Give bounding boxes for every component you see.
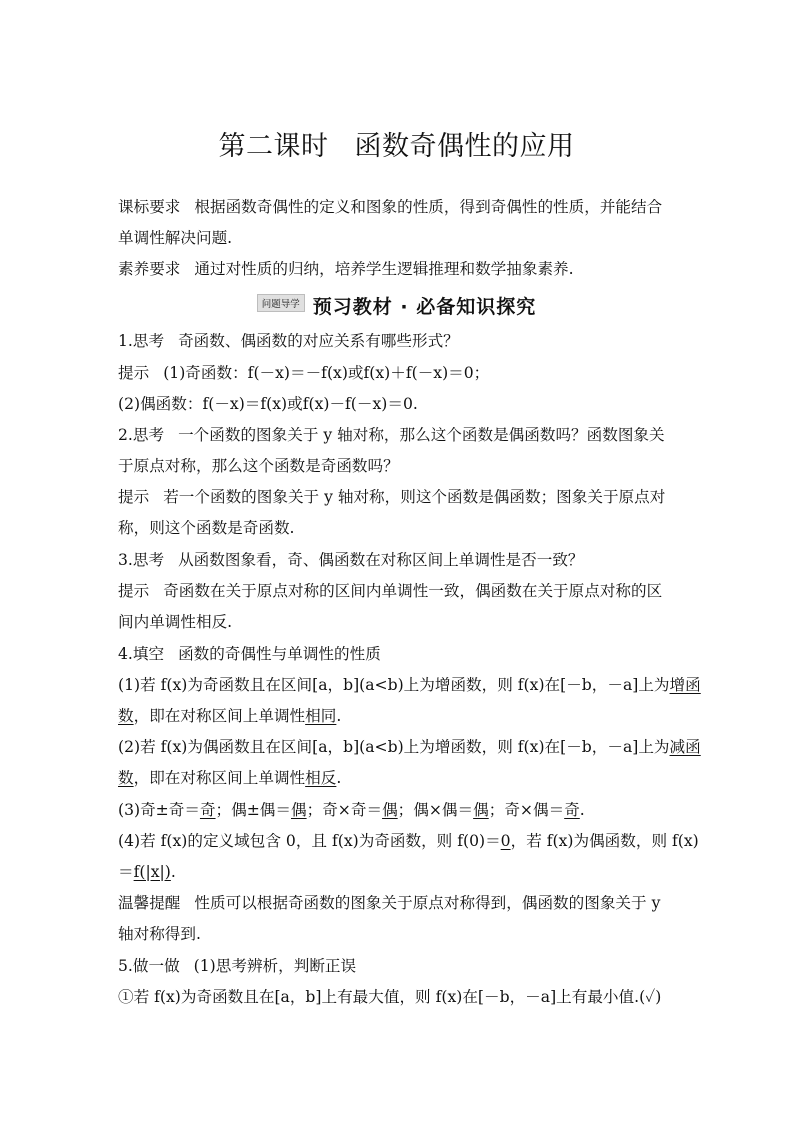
literacy-label: 素养要求 [118,260,181,278]
hint-text-2: 称，则这个函数是奇函数. [118,519,295,537]
hint-text: 奇函数在关于原点对称的区间内单调性一致，偶函数在关于原点对称的区 [163,582,663,600]
judgement-item: ①若 f(x)为奇函数且在[a，b]上有最大值，则 f(x)在[－b，－a]上有最小值.(✓) [118,988,662,1006]
property-4-text: (4)若 f(x)的定义域包含 0，且 f(x)为奇函数，则 f(0)＝ [118,832,501,850]
question-3-number: 3.思考 [118,551,165,569]
question-4 [118,643,678,665]
period: . [336,769,342,787]
hint-text: (1)奇函数：f(－x)＝－f(x)或f(x)＋f(－x)＝0； [163,364,490,382]
question-4-number: 4.填空 [118,645,165,663]
rule-text: ；偶×偶＝ [397,801,474,819]
question-1-number: 1.思考 [118,332,165,350]
section-heading: 预习教材 · 必备知识探究 [312,296,537,318]
rule-text: ；奇×偶＝ [488,801,565,819]
property-1-continued [118,705,678,727]
property-1-text-2: ，即在对称区间上单调性 [133,707,306,725]
question-1 [118,330,678,352]
hint-label: 提示 [118,582,150,600]
question-5-number: 5.做一做 [118,957,180,975]
reminder-text-2: 轴对称得到. [118,925,201,943]
rule-text: ；偶±偶＝ [215,801,291,819]
answer-decreasing: 减函 [669,738,701,756]
literacy-requirement [118,258,678,280]
question-1-hint-2 [118,393,678,415]
section-badge: 问题导学 [257,294,305,312]
requirement-text: 根据函数奇偶性的定义和图象的性质，得到奇偶性的性质，并能结合 [194,198,663,216]
requirement-label: 课标要求 [118,198,181,216]
property-2-text: (2)若 f(x)为偶函数且在区间[a，b](a<b)上为增函数，则 f(x)在[－b，－a]上为 [118,738,670,756]
question-2-hint [118,486,678,508]
hint-text-2: 间内单调性相反. [118,613,233,631]
question-5-item-1 [118,986,678,1008]
question-1-text: 奇函数、偶函数的对应关系有哪些形式？ [178,332,459,350]
property-1-text: (1)若 f(x)为奇函数且在区间[a，b](a<b)上为增函数，则 f(x)在[－b，－a]上为 [118,676,670,694]
reminder-label: 温馨提醒 [118,894,181,912]
period: . [336,707,342,725]
question-5 [118,955,678,977]
answer-odd: 奇 [564,801,580,819]
property-2-continued [118,767,678,789]
literacy-text: 通过对性质的归纳，培养学生逻辑推理和数学抽象素养. [194,260,574,278]
answer-increasing: 增函 [669,676,701,694]
property-2 [118,736,701,758]
question-2-continued [118,455,678,477]
answer-same: 相同 [305,707,337,725]
answer-even: 偶 [473,801,489,819]
period: . [170,863,176,881]
question-3-hint-2 [118,611,678,633]
period: . [579,801,585,819]
answer-opposite: 相反 [305,769,337,787]
title-main: 第二课时 [218,131,329,162]
curriculum-requirement [118,196,678,218]
answer-decreasing-end: 数 [118,769,134,787]
property-4-continued [118,861,678,883]
question-2-text-2: 于原点对称，那么这个函数是奇函数吗？ [118,457,399,475]
answer-even: 偶 [291,801,307,819]
rule-text: ；奇×奇＝ [306,801,383,819]
question-1-hint [118,362,678,384]
question-4-text: 函数的奇偶性与单调性的性质 [178,645,381,663]
answer-zero: 0 [500,832,511,850]
answer-even: 偶 [382,801,398,819]
question-2 [118,424,678,446]
question-2-number: 2.思考 [118,426,165,444]
question-3 [118,549,678,571]
reminder-text: 性质可以根据奇函数的图象关于原点对称得到，偶函数的图象关于 y [194,894,661,912]
question-5-text: (1)思考辨析，判断正误 [193,957,357,975]
answer-increasing-end: 数 [118,707,134,725]
equals-sign: ＝ [118,863,134,881]
section-banner [0,292,793,319]
question-2-text: 一个函数的图象关于 y 轴对称，那么这个函数是偶函数吗？函数图象关 [178,426,665,444]
question-2-hint-2 [118,517,678,539]
property-1 [118,674,701,696]
page-title [0,124,793,163]
reminder [118,892,678,914]
reminder-continued [118,923,678,945]
hint-label: 提示 [118,488,150,506]
answer-odd: 奇 [199,801,216,819]
property-4 [118,830,699,852]
rule-text: (3)奇±奇＝ [118,801,200,819]
title-sub: 函数奇偶性的应用 [354,131,575,162]
answer-f-abs-x: f(|x|) [133,863,171,881]
hint-label: 提示 [118,364,150,382]
question-3-text: 从函数图象看，奇、偶函数在对称区间上单调性是否一致？ [178,551,584,569]
question-3-hint [118,580,678,602]
property-4-text-2: ，若 f(x)为偶函数，则 f(x) [510,832,699,850]
property-3 [118,799,678,821]
property-2-text-2: ，即在对称区间上单调性 [133,769,306,787]
requirement-continued [118,227,678,249]
hint-text: 若一个函数的图象关于 y 轴对称，则这个函数是偶函数；图象关于原点对 [163,488,666,506]
requirement-text-2: 单调性解决问题. [118,229,233,247]
hint-text-2: (2)偶函数：f(－x)＝f(x)或f(x)－f(－x)＝0. [118,395,418,413]
